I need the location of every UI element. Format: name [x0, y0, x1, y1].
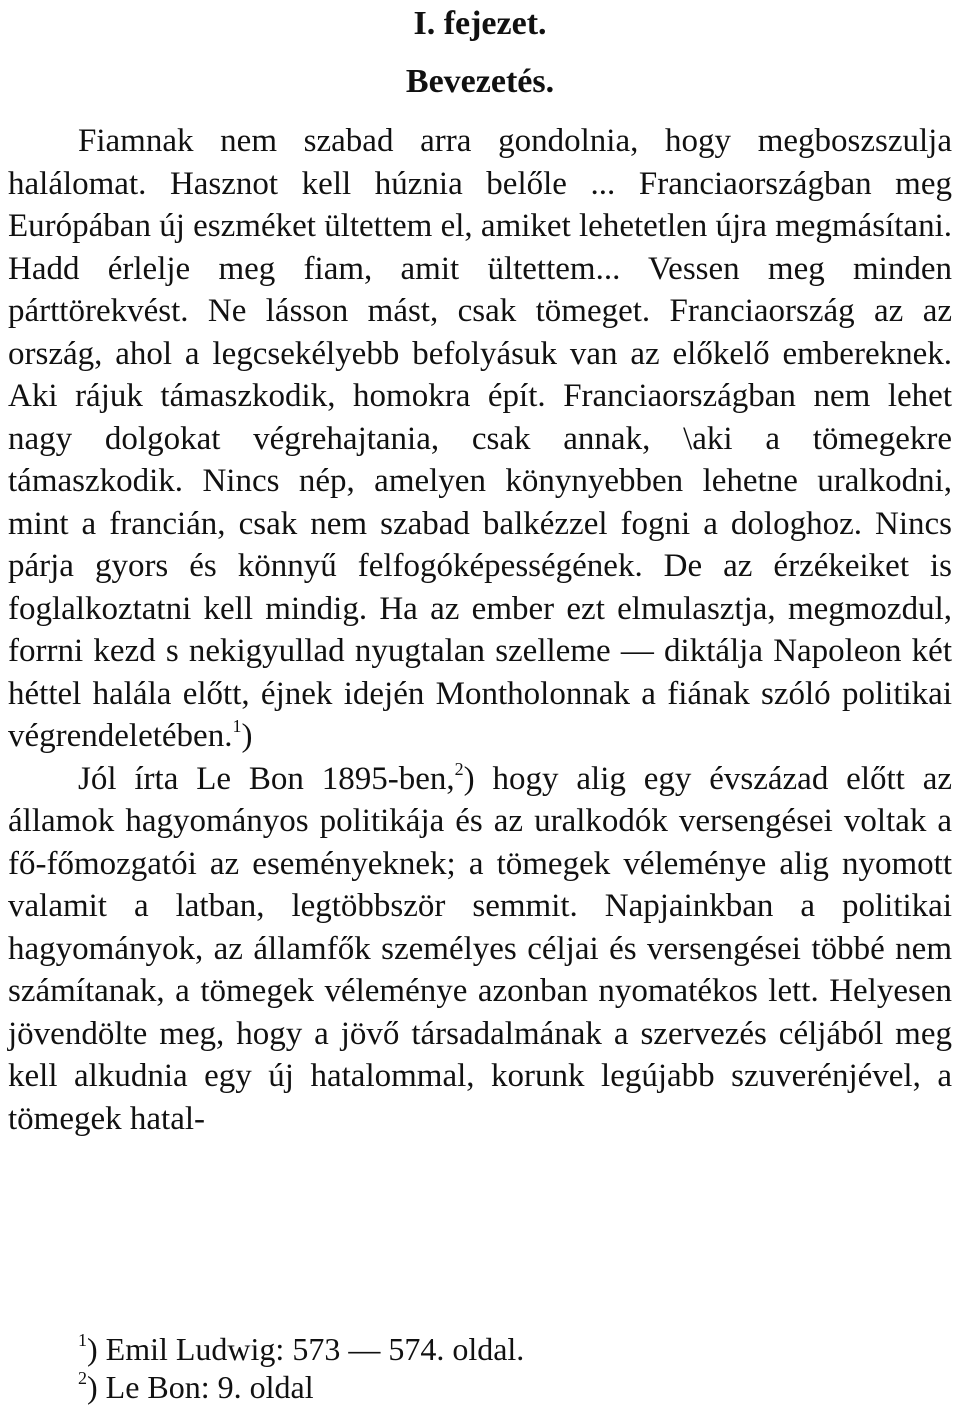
footnote-2-marker: 2 — [78, 1368, 87, 1388]
paragraph-1-text: Fiamnak nem szabad arra gondolnia, hogy megboszszulja halálomat. Hasznot kell húznia belőle ... Franciaországban meg Európában új eszméket ültettem el, amiket lehetetlen újra megmásítani. Hadd érlelje meg fiam, amit ültettem... Vessen meg minden párttörekvést. Ne lásson mást, csak tömeget. Franciaország az az ország, ahol a legcsekélyebb befolyásuk van az előkelő embereknek. Aki rájuk támaszkodik, homokra épít. Franciaországban nem lehet nagy dolgokat végrehajtania, csak annak, \aki a tömegekre támaszkodik. Nincs nép, amelyen könynyebben lehetne uralkodni, mint a francián, csak nem szabad balkézzel fogni a dologhoz. Nincs párja gyors és könnyű felfogóképességének. De az érzékeiket is foglalkoztatni kell mindig. Ha az ember ezt elmulasztja, megmozdul, forrni kezd s nekigyullad nyugtalan szelleme — diktálja Napoleon két héttel halála előtt, éjnek idején Montholonnak a fiának szóló politikai végrendeletében. — [8, 123, 952, 754]
body-text — [8, 120, 952, 1140]
footnote-1-marker: 1 — [78, 1330, 87, 1350]
paragraph-2-text-rest: ) hogy alig egy évszázad előtt az államok hagyományos politikája és az uralkodók versengései voltak a fő-főmozgatói az eseményeknek; a tömegek véleménye alig nyomott valamit a latban, legtöbbször semmit. Napjainkban a politikai hagyományok, az államfők személyes céljai és versengései többé nem számítanak, a tömegek véleménye azonban nyomatékos lett. Helyesen jövendölte meg, hogy a jövő társadalmának a szervezés céljából meg kell alkudnia egy új hatalommal, korunk legújabb szuverénjével, a tömegek hatal- — [8, 760, 952, 1137]
paragraph-2 — [8, 758, 952, 1141]
footnote-1 — [78, 1330, 878, 1368]
chapter-heading: I. fejezet. — [413, 5, 547, 42]
footnote-1-text: ) Emil Ludwig: 573 — 574. oldal. — [87, 1331, 525, 1367]
paragraph-1 — [8, 120, 952, 758]
footnote-ref-1: 1 — [232, 716, 242, 736]
footnote-ref-2: 2 — [454, 758, 464, 779]
chapter-subtitle: Bevezetés. — [405, 63, 555, 100]
footnote-2 — [78, 1368, 878, 1406]
footnotes — [78, 1330, 878, 1406]
paragraph-2-text-start: Jól írta Le Bon 1895-ben, — [78, 760, 455, 797]
footnote-2-text: ) Le Bon: 9. oldal — [87, 1369, 314, 1405]
paragraph-1-tail: ) — [241, 718, 253, 754]
